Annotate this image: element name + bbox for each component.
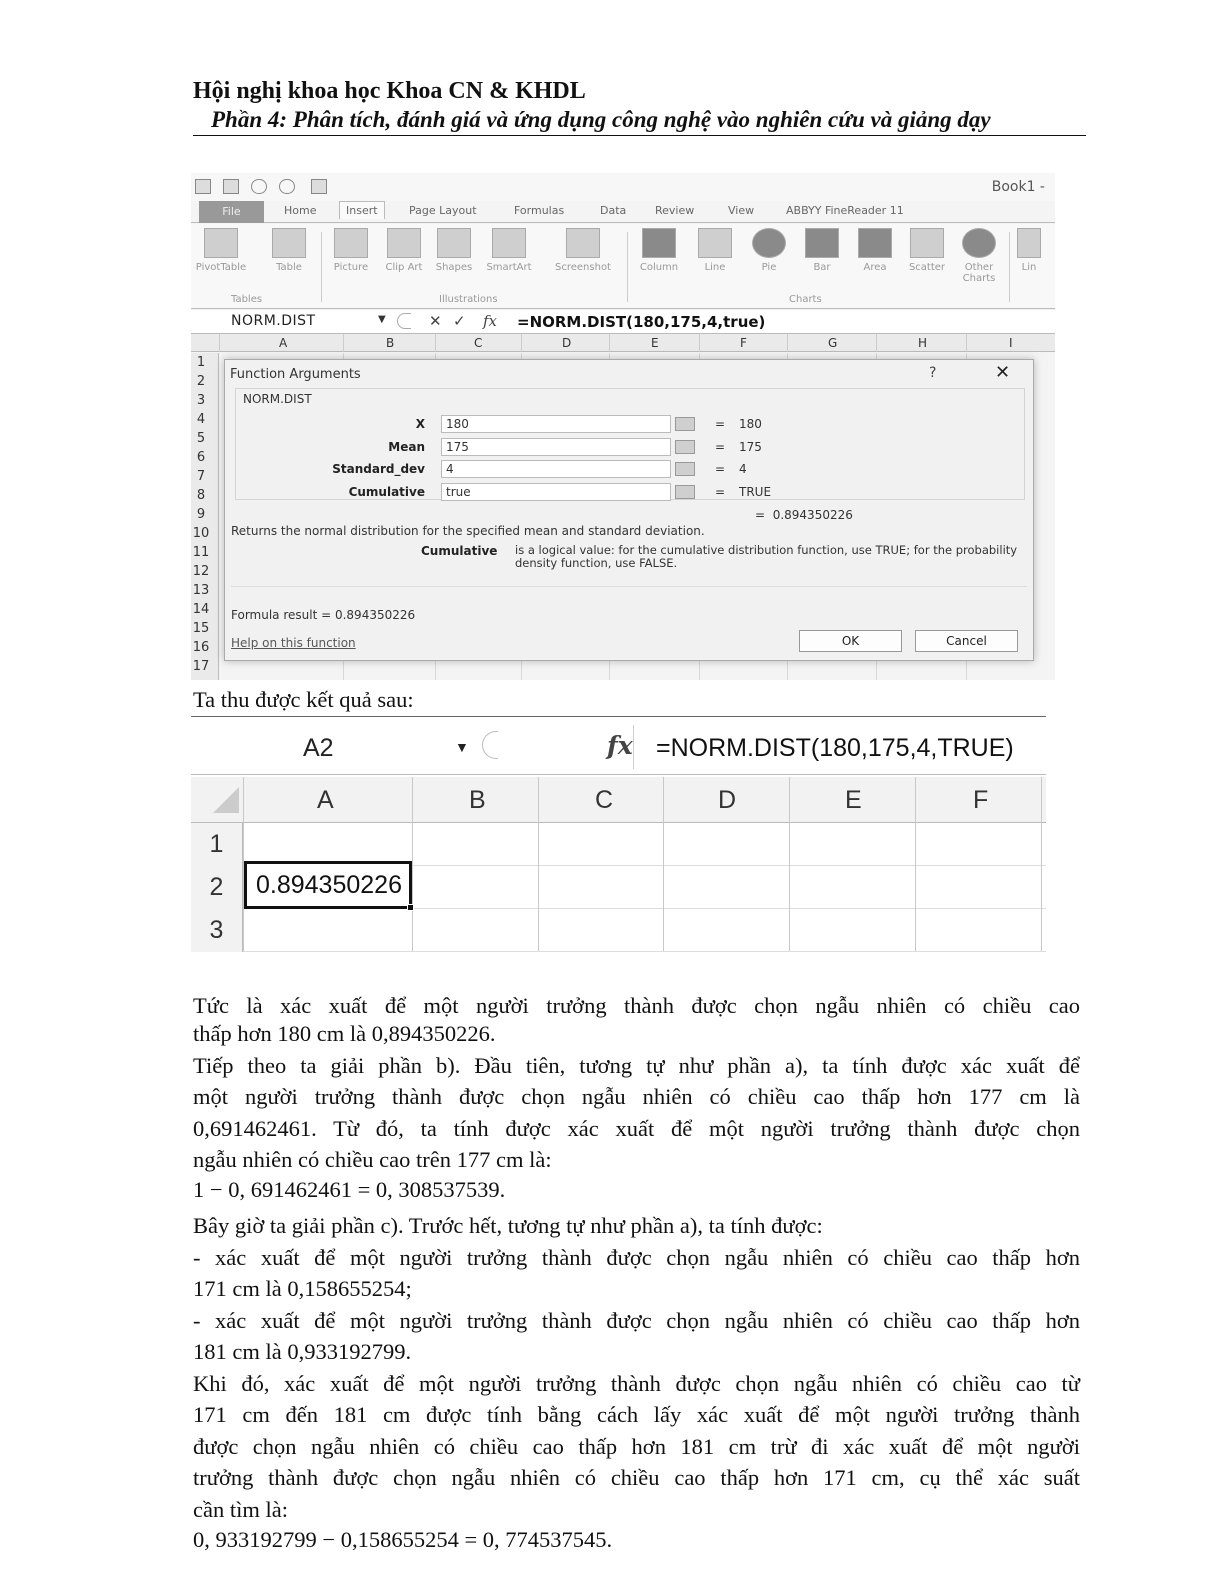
argument-help-text: is a logical value: for the cumulative distribution function, use TRUE; for the probability density function, use FALSE. xyxy=(515,543,1018,570)
paragraph-line: một người trưởng thành được chọn ngẫu nhiên có chiều cao thấp hơn 177 cm là xyxy=(193,1084,1080,1109)
paragraph-line: 171 cm đến 181 cm được tính bằng cách lấy xác xuất để một người trưởng thành xyxy=(193,1402,1080,1427)
group-label-charts: Charts xyxy=(789,294,822,305)
argument-input-standard-dev[interactable]: 4 xyxy=(441,460,671,478)
paragraph-line: cần tìm là: xyxy=(193,1497,288,1522)
argument-input-cumulative[interactable]: true xyxy=(441,483,671,501)
line-chart-button[interactable]: Line xyxy=(687,228,743,273)
redo-icon[interactable] xyxy=(279,179,295,194)
bar-chart-icon xyxy=(805,228,839,258)
function-result: = 0.894350226 xyxy=(755,508,853,522)
formula-input[interactable]: =NORM.DIST(180,175,4,true) xyxy=(517,313,766,331)
row-header[interactable]: 11 xyxy=(192,545,210,560)
row-header[interactable]: 8 xyxy=(196,488,206,503)
row-header[interactable]: 2 xyxy=(191,866,243,909)
select-all-corner[interactable] xyxy=(213,787,239,813)
argument-result: 175 xyxy=(739,440,762,454)
row-header[interactable]: 2 xyxy=(196,374,206,389)
paragraph-line: Tức là xác xuất để một người trưởng thành được chọn ngẫu nhiên có chiều cao xyxy=(193,993,1080,1018)
table-button[interactable]: Table xyxy=(261,228,317,273)
paragraph-line: 171 cm là 0,158655254; xyxy=(193,1276,412,1301)
paragraph-line: - xác xuất để một người trưởng thành được chọn ngẫu nhiên có chiều cao thấp hơn xyxy=(193,1308,1080,1333)
column-header[interactable]: A xyxy=(279,336,288,350)
area-chart-icon xyxy=(858,228,892,258)
equation: 0, 933192799 − 0,158655254 = 0, 774537545. xyxy=(193,1527,613,1552)
row-header[interactable]: 15 xyxy=(192,621,210,636)
row-header[interactable]: 6 xyxy=(196,450,206,465)
sparkline-line-button[interactable]: Lin xyxy=(1009,228,1049,273)
group-divider xyxy=(627,232,628,302)
paragraph-line: Tiếp theo ta giải phần b). Đầu tiên, tương tự như phần a), ta tính được xác xuất để xyxy=(193,1053,1080,1078)
equals-sign: = xyxy=(715,485,726,499)
column-header[interactable]: G xyxy=(828,336,838,350)
tab-formulas[interactable]: Formulas xyxy=(514,204,565,217)
quick-access-toolbar xyxy=(191,173,1055,201)
argument-result: TRUE xyxy=(739,485,772,499)
insert-function-icon[interactable]: fx xyxy=(607,731,633,760)
argument-row-standard-dev xyxy=(225,460,845,478)
column-header[interactable]: D xyxy=(562,336,572,350)
range-picker-icon[interactable] xyxy=(675,417,695,431)
bar-chart-button[interactable]: Bar xyxy=(794,228,850,273)
argument-result: 180 xyxy=(739,417,762,431)
formula-bar xyxy=(191,717,1046,775)
equals-sign: = xyxy=(715,417,726,431)
scatter-chart-icon xyxy=(910,228,944,258)
pivottable-icon xyxy=(204,228,238,258)
column-header[interactable]: E xyxy=(845,786,862,814)
row-header[interactable]: 3 xyxy=(196,393,206,408)
ribbon-tabs xyxy=(191,201,1055,223)
close-icon[interactable]: ✕ xyxy=(995,362,1011,383)
caption: Ta thu được kết quả sau: xyxy=(193,687,414,712)
row-header[interactable]: 9 xyxy=(196,507,206,522)
paragraph-line: 0,691462461. Từ đó, ta tính được xác xuất để một người trưởng thành được chọn xyxy=(193,1116,1080,1141)
row-header[interactable]: 16 xyxy=(192,640,210,655)
row-header[interactable]: 7 xyxy=(196,469,206,484)
smartart-icon xyxy=(492,228,526,258)
divider xyxy=(633,725,634,769)
formula-input[interactable]: =NORM.DIST(180,175,4,TRUE) xyxy=(656,734,1014,762)
cancel-entry-icon[interactable]: ✕ xyxy=(429,312,442,330)
name-box[interactable]: A2 xyxy=(303,734,334,762)
scatter-chart-button[interactable]: Scatter xyxy=(899,228,955,273)
formula-result: Formula result = 0.894350226 xyxy=(231,608,416,622)
help-link[interactable]: Help on this function xyxy=(231,636,356,650)
pie-chart-button[interactable]: Pie xyxy=(741,228,797,273)
argument-help-label: Cumulative xyxy=(421,544,498,558)
chevron-down-icon[interactable]: ▼ xyxy=(378,314,386,325)
doughnut-chart-icon xyxy=(962,228,996,258)
paragraph-line: - xác xuất để một người trưởng thành được chọn ngẫu nhiên có chiều cao thấp hơn xyxy=(193,1245,1080,1270)
clip-art-icon xyxy=(387,228,421,258)
argument-row-cumulative xyxy=(225,483,845,501)
group-label-illustrations: Illustrations xyxy=(439,294,498,305)
tab-page-layout[interactable]: Page Layout xyxy=(409,204,477,217)
confirm-entry-icon[interactable]: ✓ xyxy=(453,312,466,330)
tab-data[interactable]: Data xyxy=(600,204,627,217)
table-row xyxy=(191,909,1046,952)
argument-label: X xyxy=(415,417,425,431)
paragraph-line: được chọn ngẫu nhiên có chiều cao thấp hơn 181 cm trừ đi xác xuất để một người xyxy=(193,1434,1080,1459)
chart-quick-icon[interactable] xyxy=(311,179,327,194)
column-header[interactable]: E xyxy=(651,336,659,350)
row-header[interactable]: 10 xyxy=(192,526,210,541)
other-charts-button[interactable]: Other Charts xyxy=(951,228,1007,284)
argument-row-x xyxy=(225,415,845,433)
fill-handle[interactable] xyxy=(407,904,414,911)
paragraph-line: trưởng thành được chọn ngẫu nhiên có chiều cao thấp hơn 171 cm, cụ thể xác suất xyxy=(193,1465,1080,1490)
column-chart-icon xyxy=(642,228,676,258)
paragraph-line: ngẫu nhiên có chiều cao trên 177 cm là: xyxy=(193,1147,552,1172)
tab-home[interactable]: Home xyxy=(284,204,317,217)
column-header[interactable]: H xyxy=(918,336,928,350)
row-header[interactable]: 5 xyxy=(196,431,206,446)
chevron-down-icon[interactable]: ▼ xyxy=(455,739,469,755)
column-header[interactable]: B xyxy=(386,336,395,350)
column-header[interactable]: F xyxy=(740,336,747,350)
help-icon[interactable]: ? xyxy=(929,365,937,381)
tab-view[interactable]: View xyxy=(728,204,755,217)
save-icon[interactable] xyxy=(223,179,239,194)
column-header[interactable]: I xyxy=(1009,336,1013,350)
undo-icon[interactable] xyxy=(251,179,267,194)
pie-chart-icon xyxy=(752,228,786,258)
paragraph-line: thấp hơn 180 cm là 0,894350226. xyxy=(193,1021,496,1046)
screenshot-icon xyxy=(566,228,600,258)
dialog-title: Function Arguments xyxy=(230,367,361,382)
ribbon-insert xyxy=(191,224,1055,309)
group-divider xyxy=(1009,232,1010,302)
tab-file[interactable]: File xyxy=(199,201,264,223)
tab-review[interactable]: Review xyxy=(655,204,695,217)
smartart-button[interactable]: SmartArt xyxy=(481,228,537,273)
section-title: Phần 4: Phân tích, đánh giá và ứng dụng công nghệ vào nghiên cứu và giảng dạy xyxy=(211,107,991,132)
column-chart-button[interactable]: Column xyxy=(631,228,687,273)
row-header[interactable]: 4 xyxy=(196,412,206,427)
argument-result: 4 xyxy=(739,462,747,476)
equals-sign: = xyxy=(715,462,726,476)
conference-title: Hội nghị khoa học Khoa CN & KHDL xyxy=(193,78,586,104)
area-chart-button[interactable]: Area xyxy=(847,228,903,273)
excel-screenshot-result xyxy=(191,716,1046,950)
row-header[interactable]: 17 xyxy=(192,659,210,674)
paragraph-line: 181 cm là 0,933192799. xyxy=(193,1339,412,1364)
argument-input-x[interactable]: 180 xyxy=(441,415,671,433)
row-header[interactable]: 3 xyxy=(191,909,243,952)
column-header[interactable]: F xyxy=(973,786,989,814)
argument-row-mean xyxy=(225,438,845,456)
picture-icon xyxy=(334,228,368,258)
function-name: NORM.DIST xyxy=(243,392,312,406)
formula-bar-handle-icon xyxy=(482,731,498,759)
shapes-icon xyxy=(437,228,471,258)
screenshot-button[interactable]: Screenshot xyxy=(543,228,623,273)
excel-screenshot-function-arguments xyxy=(191,173,1055,680)
formula-bar-handle-icon xyxy=(397,313,411,329)
row-header[interactable]: 1 xyxy=(196,355,206,370)
row-header[interactable]: 1 xyxy=(191,823,243,866)
excel-logo-icon xyxy=(195,179,211,194)
range-picker-icon[interactable] xyxy=(675,462,695,476)
range-picker-icon[interactable] xyxy=(675,440,695,454)
sparkline-icon xyxy=(1017,228,1041,258)
column-header[interactable]: A xyxy=(317,786,334,814)
row-header[interactable]: 13 xyxy=(192,583,210,598)
function-description: Returns the normal distribution for the specified mean and standard deviation. xyxy=(231,524,705,538)
table-row xyxy=(191,823,1046,866)
formula-bar xyxy=(191,310,1055,334)
name-box[interactable]: NORM.DIST xyxy=(231,313,316,329)
clip-art-button[interactable]: Clip Art xyxy=(376,228,432,273)
column-header[interactable]: C xyxy=(595,786,614,814)
pivottable-button[interactable]: PivotTable xyxy=(193,228,249,273)
argument-label: Mean xyxy=(388,440,425,454)
range-picker-icon[interactable] xyxy=(675,485,695,499)
row-header[interactable]: 14 xyxy=(192,602,210,617)
column-headers xyxy=(191,777,1046,823)
shapes-button[interactable]: Shapes xyxy=(426,228,482,273)
argument-input-mean[interactable]: 175 xyxy=(441,438,671,456)
paragraph-line: Bây giờ ta giải phần c). Trước hết, tương tự như phần a), ta tính được: xyxy=(193,1213,823,1238)
equation: 1 − 0, 691462461 = 0, 308537539. xyxy=(193,1177,506,1202)
ok-button[interactable]: OK xyxy=(799,630,902,652)
cell-a2-selected[interactable] xyxy=(244,861,412,909)
cancel-button[interactable]: Cancel xyxy=(915,630,1018,652)
insert-function-icon[interactable]: fx xyxy=(483,312,498,330)
page-header xyxy=(193,76,1086,136)
row-header[interactable]: 12 xyxy=(192,564,210,579)
tab-abbyy[interactable]: ABBYY FineReader 11 xyxy=(786,204,904,217)
paragraph-line: Khi đó, xác xuất để một người trưởng thành được chọn ngẫu nhiên có chiều cao từ xyxy=(193,1371,1080,1396)
window-title: Book1 - xyxy=(991,179,1045,195)
divider xyxy=(231,586,1027,587)
tab-insert[interactable]: Insert xyxy=(339,201,385,219)
group-divider xyxy=(321,232,322,302)
picture-button[interactable]: Picture xyxy=(323,228,379,273)
argument-label: Cumulative xyxy=(348,485,425,499)
column-header[interactable]: D xyxy=(718,786,737,814)
line-chart-icon xyxy=(698,228,732,258)
function-arguments-dialog xyxy=(224,359,1034,661)
argument-label: Standard_dev xyxy=(332,462,425,476)
column-header[interactable]: C xyxy=(474,336,483,350)
table-icon xyxy=(272,228,306,258)
equals-sign: = xyxy=(715,440,726,454)
row-headers xyxy=(191,353,219,680)
group-label-tables: Tables xyxy=(231,294,263,305)
cell-value: 0.894350226 xyxy=(256,871,402,899)
column-headers xyxy=(191,334,1055,352)
column-header[interactable]: B xyxy=(469,786,486,814)
